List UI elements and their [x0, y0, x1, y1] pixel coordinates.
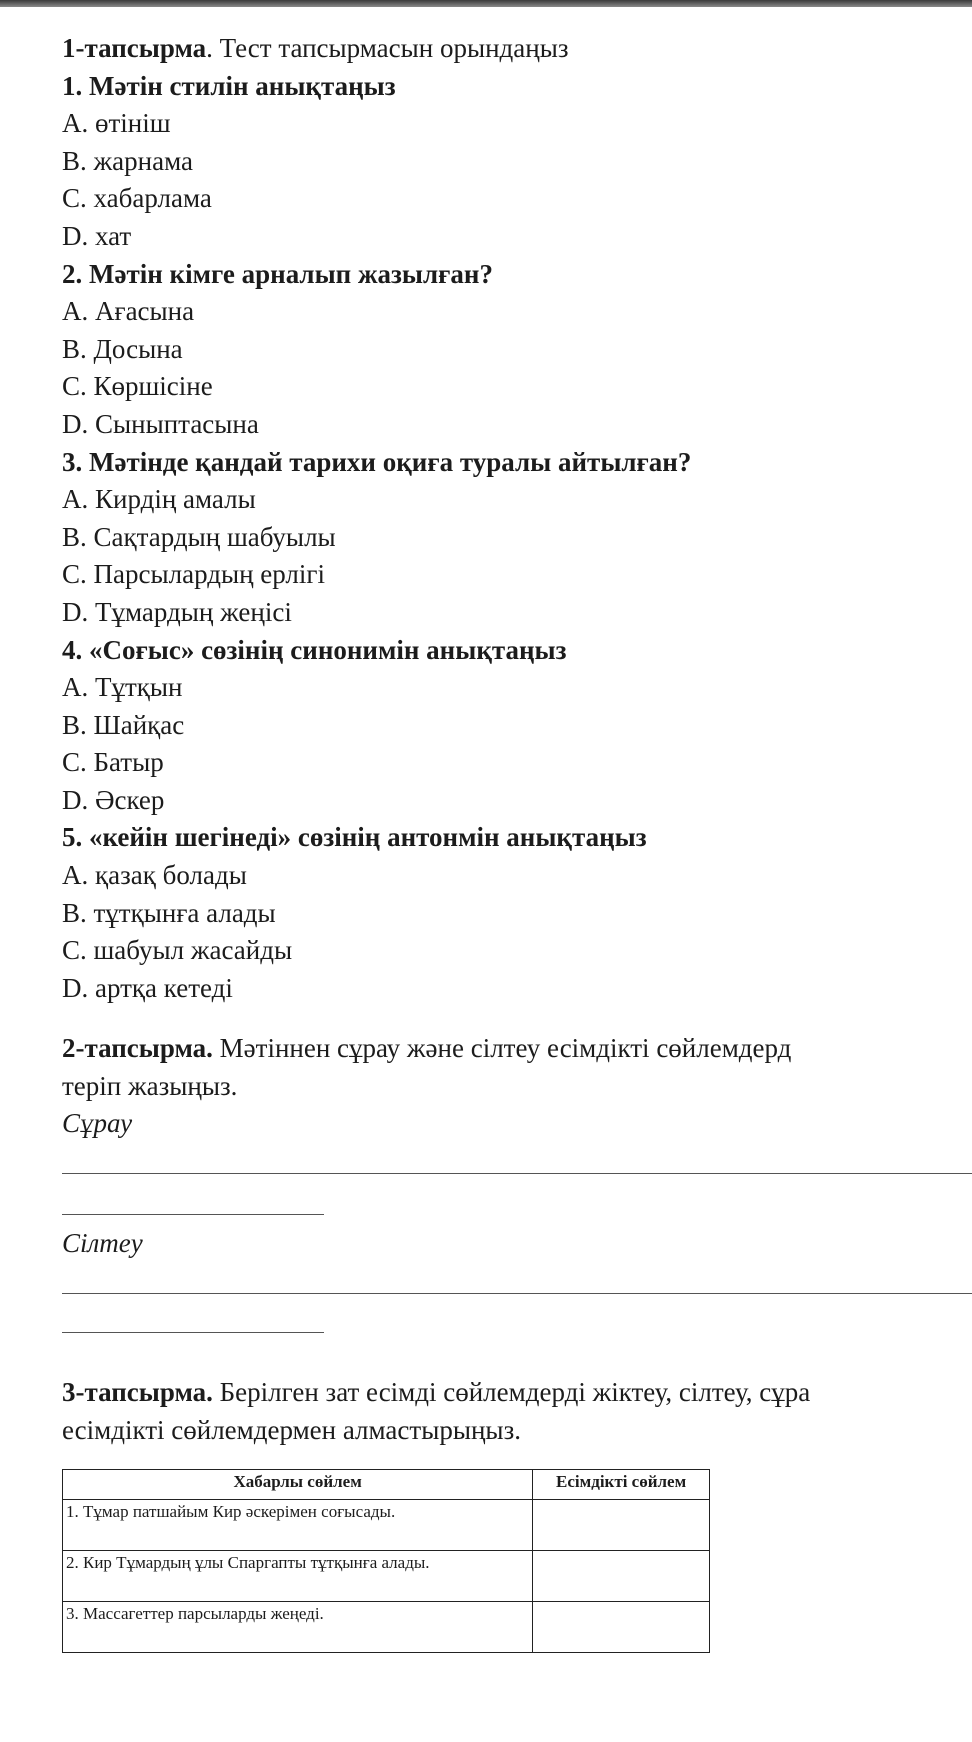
option-2a: A. Ағасына: [62, 296, 195, 327]
task1-heading-bold: 1-тапсырма: [62, 33, 207, 63]
option-1b: B. жарнама: [62, 145, 193, 176]
option-4d: D. Әскер: [62, 784, 165, 815]
statement-cell: 3. Массагеттер парсыларды жеңеді.: [63, 1602, 533, 1653]
question-2: 2. Мәтін кімге арналып жазылған?: [62, 258, 493, 289]
task3-line1-rest: Берілген зат есімді сөйлемдерді жіктеу, сілтеу, сұра: [212, 1376, 811, 1407]
statement-cell: 1. Тұмар патшайым Кир әскерімен соғысады.: [63, 1500, 533, 1551]
task3-line1: [62, 1373, 972, 1411]
worksheet-page: [62, 30, 972, 1449]
answer-cell[interactable]: [533, 1602, 710, 1653]
option-5c: C. шабуыл жасайды: [62, 935, 293, 966]
question-3: 3. Мәтінде қандай тарихи оқиға туралы айтылған?: [62, 446, 692, 477]
option-3d: D. Тұмардың жеңісі: [62, 596, 292, 627]
answer-cell[interactable]: [533, 1500, 710, 1551]
header-pronoun-sentence: Есімдікті сөйлем: [533, 1470, 710, 1500]
answer-line-reference-2[interactable]: [62, 1332, 324, 1333]
task2-line1: [62, 1029, 972, 1067]
option-5d: D. артқа кетеді: [62, 972, 233, 1003]
option-1c: C. хабарлама: [62, 183, 212, 214]
label-reference: Сілтеу: [62, 1228, 143, 1259]
option-4a: A. Тұтқын: [62, 672, 183, 703]
task2-section: [62, 1029, 972, 1332]
header-statement: Хабарлы сөйлем: [63, 1470, 533, 1500]
task3-section: [62, 1373, 972, 1449]
task3-heading-bold: 3-тапсырма.: [62, 1376, 213, 1407]
question-1: 1. Мәтін стилін анықтаңыз: [62, 70, 396, 101]
option-5a: A. қазақ болады: [62, 860, 247, 891]
option-4b: B. Шайқас: [62, 709, 185, 740]
table-header-row: [63, 1470, 710, 1500]
option-1d: D. хат: [62, 220, 132, 251]
option-3c: C. Парсылардың ерлігі: [62, 559, 325, 590]
task1-heading-rest: . Тест тапсырмасын орындаңыз: [206, 33, 569, 63]
task2-heading-bold: 2-тапсырма.: [62, 1033, 213, 1064]
task2-line2: теріп жазыңыз.: [62, 1071, 238, 1102]
option-2d: D. Сыныптасына: [62, 408, 259, 439]
top-edge-band: [0, 0, 972, 7]
task1-heading: [62, 30, 972, 68]
table-row: [63, 1500, 710, 1551]
option-2b: B. Досына: [62, 333, 183, 364]
option-3b: B. Сақтардың шабуылы: [62, 521, 336, 552]
answer-table: [62, 1469, 710, 1653]
option-1a: A. өтініш: [62, 108, 171, 139]
table-row: [63, 1551, 710, 1602]
answer-cell[interactable]: [533, 1551, 710, 1602]
option-4c: C. Батыр: [62, 747, 164, 778]
task2-line1-rest: Мәтіннен сұрау және сілтеу есімдікті сөйлемдерд: [212, 1033, 792, 1064]
task3-line2: есімдікті сөйлемдермен алмастырыңыз.: [62, 1414, 521, 1445]
option-3a: A. Кирдің амалы: [62, 484, 256, 515]
question-4: 4. «Соғыс» сөзінің синонимін анықтаңыз: [62, 634, 567, 665]
statement-cell: 2. Кир Тұмардың ұлы Спаргапты тұтқынға алады.: [63, 1551, 533, 1602]
option-5b: B. тұтқынға алады: [62, 897, 276, 928]
option-2c: C. Көршісіне: [62, 371, 213, 402]
table-row: [63, 1602, 710, 1653]
question-5: 5. «кейін шегінеді» сөзінің антонмін анықтаңыз: [62, 822, 647, 853]
label-question: Сұрау: [62, 1108, 133, 1139]
